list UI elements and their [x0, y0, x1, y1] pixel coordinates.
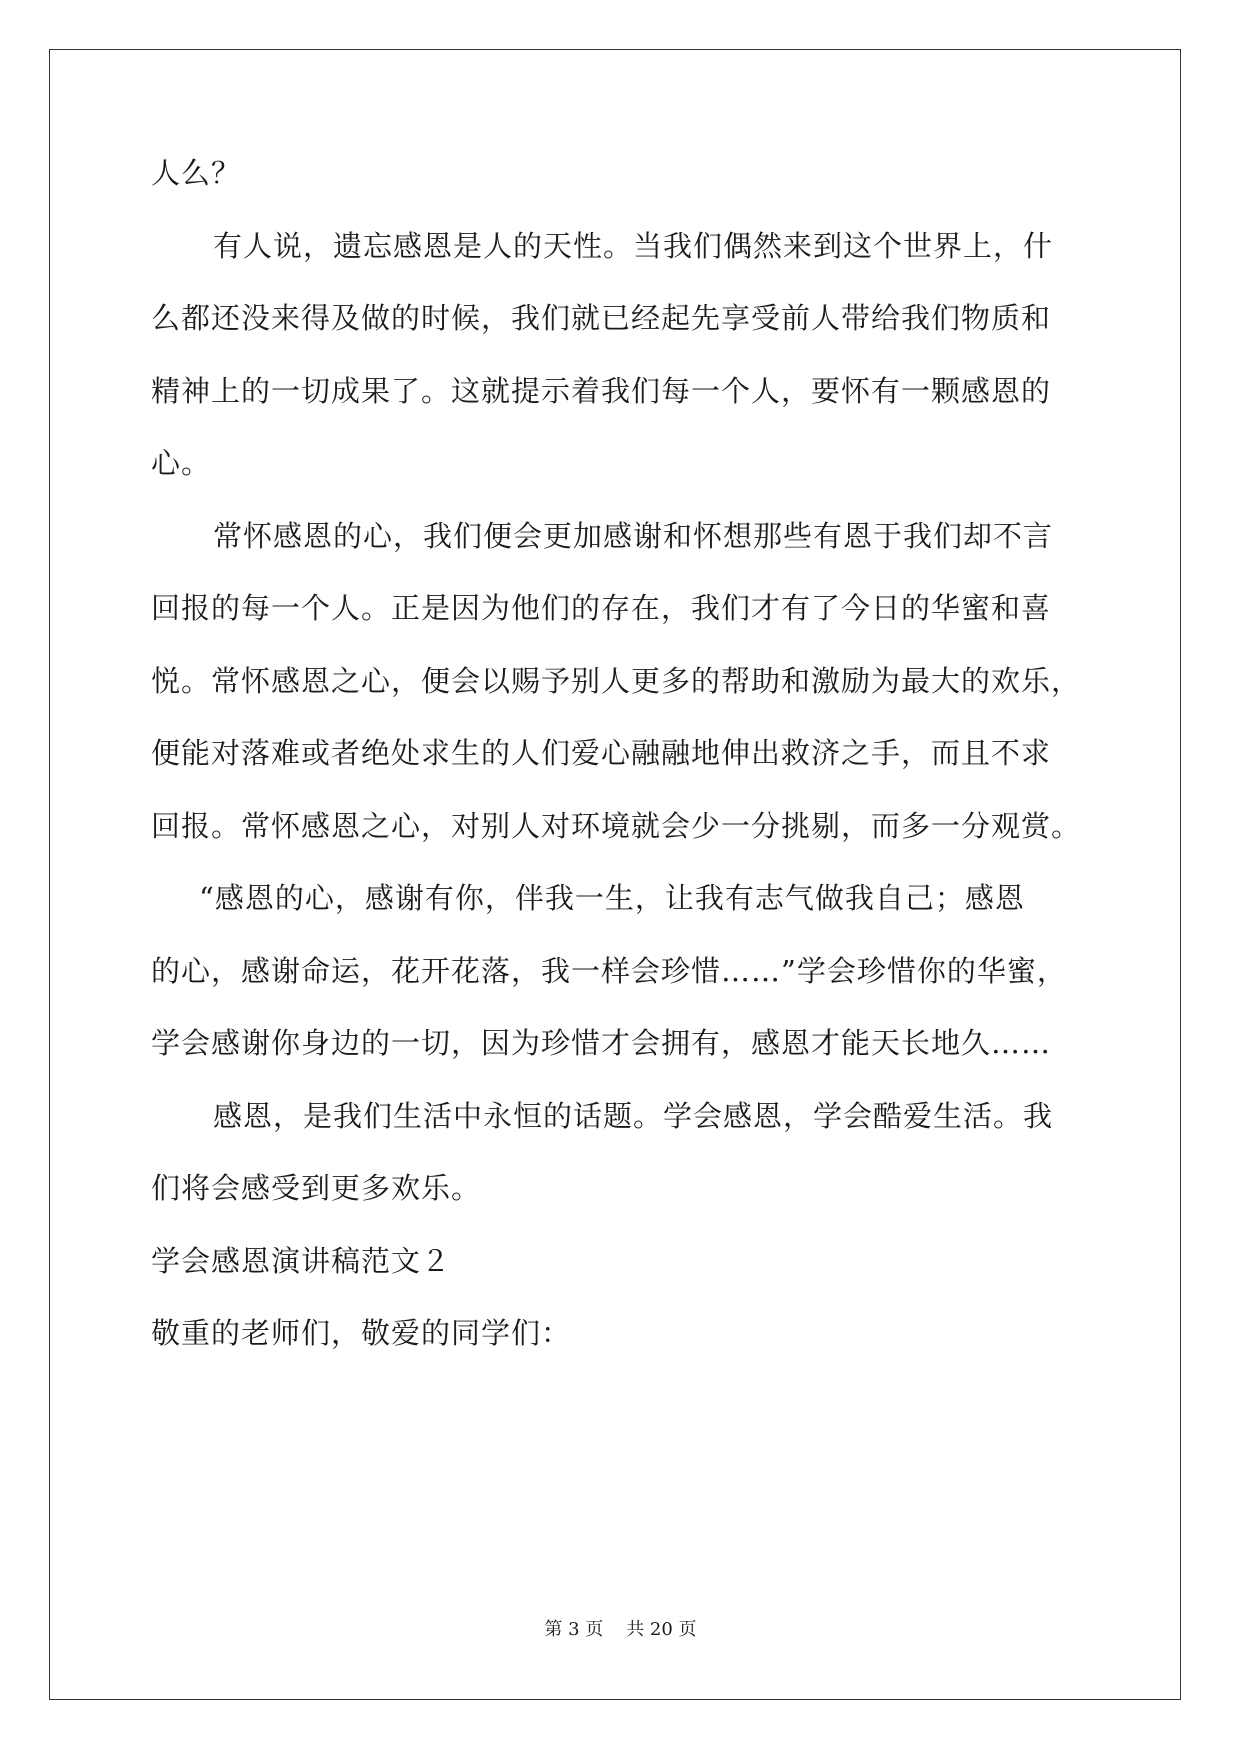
- text-line: 人么？: [151, 156, 242, 190]
- text-line: 的心，感谢命运，花开花落，我一样会珍惜……”学会珍惜你的华蜜，: [151, 954, 1067, 988]
- text-line: 心。: [151, 446, 212, 480]
- section-heading: 学会感恩演讲稿范文２: [151, 1244, 452, 1278]
- text-line: 学会感谢你身边的一切，因为珍惜才会拥有，感恩才能天长地久……: [151, 1026, 1052, 1060]
- paragraph-start: 有人说，遗忘感恩是人的天性。当我们偶然来到这个世界上，什: [213, 229, 1054, 263]
- text-line: 回报的每一个人。正是因为他们的存在，我们才有了今日的华蜜和喜: [151, 591, 1052, 625]
- text-line: 便能对落难或者绝处求生的人们爱心融融地伸出救济之手，而且不求: [151, 736, 1052, 770]
- page-border: [49, 49, 1181, 1700]
- salutation: 敬重的老师们，敬爱的同学们：: [151, 1316, 572, 1350]
- text-line: 么都还没来得及做的时候，我们就已经起先享受前人带给我们物质和: [151, 301, 1052, 335]
- paragraph-start: 常怀感恩的心，我们便会更加感谢和怀想那些有恩于我们却不言: [213, 519, 1054, 553]
- text-line: 回报。常怀感恩之心，对别人对环境就会少一分挑剔，而多一分观赏。: [151, 809, 1082, 843]
- paragraph-start: 感恩，是我们生活中永恒的话题。学会感恩，学会酷爱生活。我: [213, 1099, 1054, 1133]
- text-line: 悦。常怀感恩之心，便会以赐予别人更多的帮助和激励为最大的欢乐，: [151, 664, 1082, 698]
- paragraph-start: “感恩的心，感谢有你，伴我一生，让我有志气做我自己；感恩: [199, 881, 1025, 915]
- text-line: 精神上的一切成果了。这就提示着我们每一个人，要怀有一颗感恩的: [151, 374, 1052, 408]
- page-number: 第 3 页 共 20 页: [544, 1619, 697, 1640]
- text-line: 们将会感受到更多欢乐。: [151, 1171, 482, 1205]
